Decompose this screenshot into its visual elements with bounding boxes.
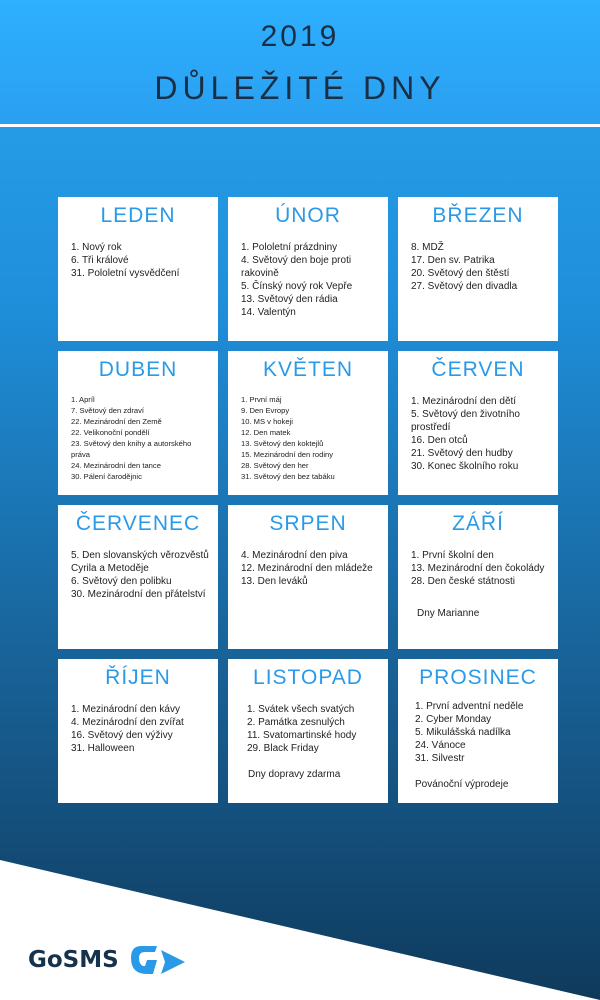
list-item: 5. Světový den životního prostředí — [411, 409, 520, 433]
list-item: 13. Den leváků — [241, 576, 308, 587]
list-item: 14. Valentýn — [241, 307, 296, 318]
month-title: LEDEN — [100, 204, 176, 227]
list-item: 5. Den slovanských věrozvěstů Cyrila a Metoděje — [71, 550, 209, 574]
list-item: 1. Pololetní prázdniny — [241, 242, 338, 253]
list-item: 30. Pálení čarodějnic — [71, 472, 142, 481]
month-events-list — [411, 549, 552, 588]
list-item: 16. Den otců — [411, 435, 468, 446]
list-item: 4. Světový den boje proti rakovině — [241, 255, 352, 279]
year-title: 2019 — [260, 20, 340, 53]
month-title: ČERVENEC — [75, 512, 201, 535]
list-item: 22. Velikonoční pondělí — [71, 428, 150, 437]
month-note: Povánoční výprodeje — [415, 779, 509, 790]
list-item: 1. Mezinárodní den kávy — [71, 704, 180, 715]
month-title: DUBEN — [98, 358, 178, 381]
list-item: 15. Mezinárodní den rodiny — [241, 450, 334, 459]
month-note: Dny Marianne — [417, 608, 480, 619]
list-item: 1. První máj — [241, 395, 282, 404]
list-item: 30. Konec školního roku — [411, 461, 519, 472]
list-item: 27. Světový den divadla — [411, 281, 518, 292]
list-item: 17. Den sv. Patrika — [411, 255, 495, 266]
list-item: 1. Mezinárodní den dětí — [411, 396, 517, 407]
list-item: 4. Mezinárodní den piva — [241, 550, 348, 561]
list-item: 5. Čínský nový rok Vepře — [241, 281, 353, 292]
brand-name: GoSMS — [28, 947, 119, 973]
list-item: 1. Nový rok — [71, 242, 122, 253]
list-item: 1. První školní den — [411, 550, 494, 561]
list-item: 31. Halloween — [71, 743, 135, 754]
month-note: Dny dopravy zdarma — [248, 769, 341, 780]
month-events-list — [241, 241, 382, 319]
list-item: 28. Den české státnosti — [411, 576, 515, 587]
month-events-list — [241, 394, 382, 482]
list-item: 12. Mezinárodní den mládeže — [241, 563, 373, 574]
month-events-list — [71, 549, 212, 601]
list-item: 22. Mezinárodní den Země — [71, 417, 162, 426]
list-item: 10. MS v hokeji — [241, 417, 293, 426]
list-item: 24. Vánoce — [415, 740, 466, 751]
month-card-zari — [398, 505, 558, 649]
list-item: 5. Mikulášská nadílka — [415, 727, 511, 738]
list-item: 31. Silvestr — [415, 753, 465, 764]
list-item: 30. Mezinárodní den přátelství — [71, 589, 206, 600]
list-item: 6. Tři králové — [71, 255, 129, 266]
list-item: 7. Světový den zdraví — [71, 406, 145, 415]
list-item: 20. Světový den štěstí — [411, 268, 510, 279]
header-divider — [0, 124, 600, 127]
month-card-unor — [228, 197, 388, 341]
list-item: 6. Světový den polibku — [71, 576, 172, 587]
list-item: 11. Svatomartinské hody — [247, 730, 357, 741]
page-subtitle: DŮLEŽITÉ DNY — [154, 70, 446, 106]
month-card-rijen — [58, 659, 218, 803]
list-item: 31. Světový den bez tabáku — [241, 472, 335, 481]
month-events-list — [415, 700, 552, 765]
g-arrow-icon — [127, 940, 191, 980]
gosms-logo — [28, 938, 191, 982]
month-title: BŘEZEN — [432, 204, 524, 227]
list-item: 12. Den matek — [241, 428, 291, 437]
month-events-list — [71, 394, 212, 482]
month-title: PROSINEC — [419, 666, 537, 689]
month-card-leden — [58, 197, 218, 341]
month-card-cerven — [398, 351, 558, 495]
list-item: 8. MDŽ — [411, 242, 444, 253]
list-item: 21. Světový den hudby — [411, 448, 513, 459]
month-title: ZÁŘÍ — [452, 512, 504, 535]
header-banner — [0, 0, 600, 125]
list-item: 2. Cyber Monday — [415, 714, 492, 725]
month-card-srpen — [228, 505, 388, 649]
month-title: LISTOPAD — [253, 666, 363, 689]
list-item: 2. Památka zesnulých — [247, 717, 345, 728]
list-item: 1. Svátek všech svatých — [247, 704, 355, 715]
list-item: 13. Světový den koktejlů — [241, 439, 324, 448]
list-item: 1. První adventní neděle — [415, 701, 524, 712]
month-events-list — [411, 241, 552, 293]
list-item: 28. Světový den her — [241, 461, 309, 470]
month-events-list — [71, 241, 212, 280]
month-title: ÚNOR — [275, 204, 341, 227]
month-card-kveten — [228, 351, 388, 495]
list-item: 4. Mezinárodní den zvířat — [71, 717, 184, 728]
month-events-list — [71, 703, 212, 755]
month-title: ČERVEN — [431, 358, 525, 381]
list-item: 9. Den Evropy — [241, 406, 290, 415]
month-card-duben — [58, 351, 218, 495]
list-item: 29. Black Friday — [247, 743, 319, 754]
list-item: 31. Pololetní vysvědčení — [71, 268, 180, 279]
month-title: ŘÍJEN — [105, 666, 171, 689]
month-events-list — [241, 549, 382, 588]
list-item: 23. Světový den knihy a autorského práva — [71, 439, 192, 459]
month-title: SRPEN — [269, 512, 347, 535]
list-item: 13. Světový den rádia — [241, 294, 338, 305]
month-title: KVĚTEN — [262, 358, 354, 381]
month-events-list — [411, 395, 552, 473]
month-events-list — [247, 703, 382, 755]
month-card-prosinec — [398, 659, 558, 803]
month-card-brezen — [398, 197, 558, 341]
month-card-cervenec — [58, 505, 218, 649]
list-item: 13. Mezinárodní den čokolády — [411, 563, 545, 574]
month-card-listopad — [228, 659, 388, 803]
list-item: 1. Apríl — [71, 395, 95, 404]
list-item: 16. Světový den výživy — [71, 730, 173, 741]
list-item: 24. Mezinárodní den tance — [71, 461, 161, 470]
